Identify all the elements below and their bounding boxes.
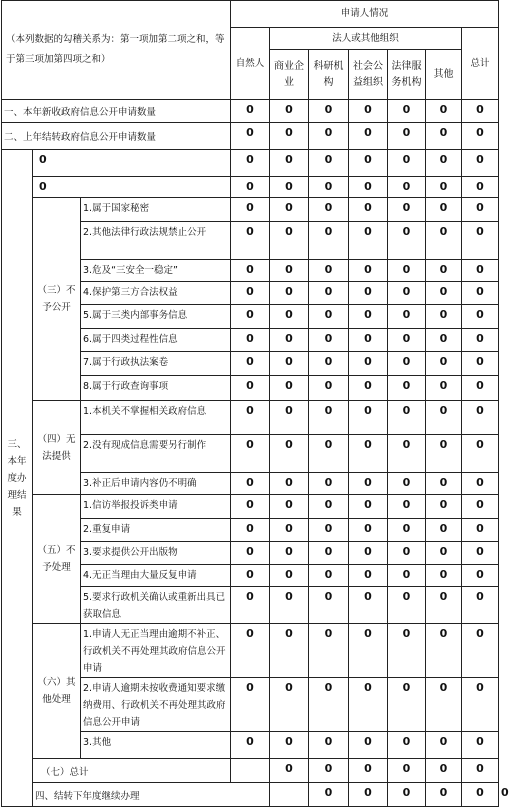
cell: 0 <box>462 542 499 565</box>
group5-label: （五）不予处理 <box>33 495 81 624</box>
cell: 0 <box>270 732 309 759</box>
cell: 0 <box>349 565 388 587</box>
cell: 0 <box>270 435 309 473</box>
cell: 0 <box>426 624 462 678</box>
row-label: 1.属于国家秘密 <box>81 198 231 222</box>
header-lawservice: 法律服务机构 <box>388 50 426 100</box>
cell: 0 <box>462 565 499 587</box>
row-label: 2.重复申请 <box>81 519 231 542</box>
row-label: 2.其他法律行政法规禁止公开 <box>81 222 231 260</box>
cell: 0 <box>309 783 349 807</box>
row-label: 1.申请人无正当理由逾期不补正、行政机关不再处理其政府信息公开申请 <box>81 624 231 678</box>
row-label: 3.要求提供公开出版物 <box>81 542 231 565</box>
cell: 0 <box>388 376 426 401</box>
cell: 0 <box>270 352 309 376</box>
cell: 0 <box>231 495 270 519</box>
cell: 0 <box>309 123 349 150</box>
cell: 0 <box>388 198 426 222</box>
cell: 0 <box>388 177 426 198</box>
row-label: 5.要求行政机关确认或重新出具已获取信息 <box>81 587 231 624</box>
cell: 0 <box>231 519 270 542</box>
cell: 0 <box>349 123 388 150</box>
cell: 0 <box>388 565 426 587</box>
table-row <box>2 123 499 150</box>
cell: 0 <box>349 587 388 624</box>
cell: 0 <box>462 678 499 732</box>
cell: 0 <box>231 352 270 376</box>
row-label: 7.属于行政执法案卷 <box>81 352 231 376</box>
cell: 0 <box>388 222 426 260</box>
cell: 0 <box>309 759 349 783</box>
row-label: 二、上年结转政府信息公开申请数量 <box>2 123 231 150</box>
cell: 0 <box>231 732 270 759</box>
row-label: 4.保护第三方合法权益 <box>81 282 231 305</box>
group3-label: （三）不予公开 <box>33 198 81 401</box>
cell: 0 <box>231 150 270 177</box>
cell: 0 <box>426 123 462 150</box>
cell: 0 <box>462 401 499 435</box>
cell: 0 <box>462 732 499 759</box>
cell: 0 <box>462 222 499 260</box>
cell: 0 <box>309 565 349 587</box>
cell: 0 <box>426 759 462 783</box>
cell: 0 <box>462 100 499 123</box>
cell: 0 <box>388 100 426 123</box>
cell: 0 <box>349 150 388 177</box>
cell: 0 <box>388 473 426 495</box>
cell: 0 <box>349 678 388 732</box>
cell: 0 <box>462 260 499 282</box>
cell: 0 <box>388 678 426 732</box>
cell: 0 <box>270 305 309 329</box>
cell: 0 <box>270 282 309 305</box>
cell: 0 <box>462 587 499 624</box>
cell: 0 <box>388 123 426 150</box>
cell: 0 <box>388 732 426 759</box>
row-label: 3.其他 <box>81 732 231 759</box>
section3-label: 三、本年度办理结果 <box>2 150 33 807</box>
cell: 0 <box>426 329 462 352</box>
cell: 0 <box>426 542 462 565</box>
cell: 0 <box>426 401 462 435</box>
cell: 0 <box>231 198 270 222</box>
cell: 0 <box>270 495 309 519</box>
cell: 0 <box>388 783 426 807</box>
cell: 0 <box>426 435 462 473</box>
cell: 0 <box>388 624 426 678</box>
cell: 0 <box>309 435 349 473</box>
header-legal-org: 法人或其他组织 <box>270 28 462 50</box>
cell: 0 <box>462 305 499 329</box>
cell <box>231 759 270 783</box>
cell: 0 <box>462 759 499 783</box>
cell: 0 <box>231 222 270 260</box>
header-note: （本列数据的勾稽关系为：第一项加第二项之和，等于第三项加第四项之和） <box>2 1 231 100</box>
cell: 0 <box>231 260 270 282</box>
cell: 0 <box>426 222 462 260</box>
cell <box>270 783 309 807</box>
cell: 0 <box>462 123 499 150</box>
row-label: （七）总计 <box>33 759 231 783</box>
cell: 0 <box>349 260 388 282</box>
row-label: 3.补正后申请内容仍不明确 <box>81 473 231 495</box>
cell: 0 <box>270 150 309 177</box>
cell: 0 <box>349 542 388 565</box>
cell: 0 <box>349 305 388 329</box>
cell: 0 <box>426 783 462 807</box>
cell: 0 <box>349 759 388 783</box>
cell: 0 <box>426 678 462 732</box>
cell: 0 <box>231 329 270 352</box>
cell: 0 <box>426 565 462 587</box>
cell: 0 <box>462 473 499 495</box>
cell: 0 <box>426 732 462 759</box>
cell: 0 <box>388 401 426 435</box>
cell: 0 <box>309 198 349 222</box>
cell: 0 <box>270 678 309 732</box>
cell: 0 <box>231 624 270 678</box>
cell: 0 <box>309 542 349 565</box>
cell: 0 <box>462 495 499 519</box>
cell: 0 <box>388 587 426 624</box>
cell: 0 <box>388 352 426 376</box>
cell: 0 <box>462 376 499 401</box>
cell: 0 <box>270 565 309 587</box>
group6-label: （六）其他处理 <box>33 624 81 759</box>
row-label: 2.申请人逾期未按收费通知要求缴纳费用、行政机关不再处理其政府信息公开申请 <box>81 678 231 732</box>
cell: 0 <box>309 624 349 678</box>
cell: 0 <box>462 329 499 352</box>
cell: 0 <box>426 150 462 177</box>
header-other: 其他 <box>426 50 462 100</box>
cell: 0 <box>462 435 499 473</box>
table-row <box>2 624 499 678</box>
cell: 0 <box>349 222 388 260</box>
cell: 0 <box>231 401 270 435</box>
table-row <box>2 177 499 198</box>
cell: 0 <box>231 100 270 123</box>
row-label: 4.无正当理由大量反复申请 <box>81 565 231 587</box>
cell: 0 <box>462 198 499 222</box>
cell: 0 <box>349 329 388 352</box>
cell: 0 <box>349 732 388 759</box>
cell: 0 <box>309 260 349 282</box>
cell: 0 <box>349 198 388 222</box>
cell: 0 <box>270 100 309 123</box>
row-label: 6.属于四类过程性信息 <box>81 329 231 352</box>
cell: 0 <box>309 222 349 260</box>
cell: 0 <box>462 624 499 678</box>
row-label: 1.信访举报投诉类申请 <box>81 495 231 519</box>
cell: 0 <box>426 305 462 329</box>
cell: 0 <box>309 678 349 732</box>
header-social: 社会公益组织 <box>349 50 388 100</box>
cell: 0 <box>388 759 426 783</box>
cell: 0 <box>349 624 388 678</box>
cell: 0 <box>388 495 426 519</box>
disclosure-statistics-table <box>1 0 509 807</box>
cell: 0 <box>349 783 388 807</box>
cell: 0 <box>309 177 349 198</box>
row-label: 一、本年新收政府信息公开申请数量 <box>2 100 231 123</box>
table-row <box>2 759 499 783</box>
group4-label: （四）无法提供 <box>33 401 81 495</box>
cell: 0 <box>270 222 309 260</box>
header-natural-person: 自然人 <box>231 28 270 100</box>
cell: 0 <box>426 376 462 401</box>
cell: 0 <box>309 519 349 542</box>
cell: 0 <box>426 519 462 542</box>
cell: 0 <box>349 473 388 495</box>
cell: 0 <box>309 587 349 624</box>
cell: 0 <box>270 198 309 222</box>
cell: 0 <box>270 759 309 783</box>
cell: 0 <box>349 519 388 542</box>
cell: 0 <box>309 329 349 352</box>
cell: 0 <box>309 282 349 305</box>
row-label: 0 <box>33 177 231 198</box>
table-row <box>2 150 499 177</box>
cell: 0 <box>270 587 309 624</box>
cell: 0 <box>270 329 309 352</box>
cell: 0 <box>462 150 499 177</box>
cell: 0 <box>462 282 499 305</box>
cell: 0 <box>270 123 309 150</box>
cell: 0 <box>349 352 388 376</box>
cell: 0 <box>270 624 309 678</box>
table-row <box>2 401 499 435</box>
cell: 0 <box>462 783 499 807</box>
cell: 0 <box>309 352 349 376</box>
cell: 0 <box>231 678 270 732</box>
cell: 0 <box>270 401 309 435</box>
cell: 0 <box>231 542 270 565</box>
cell: 0 <box>426 198 462 222</box>
cell: 0 <box>309 473 349 495</box>
header-total: 总计 <box>462 28 499 100</box>
cell: 0 <box>309 150 349 177</box>
cell: 0 <box>388 150 426 177</box>
cell: 0 <box>231 435 270 473</box>
header-research: 科研机构 <box>309 50 349 100</box>
header-applicant: 申请人情况 <box>231 1 499 28</box>
cell: 0 <box>309 732 349 759</box>
cell: 0 <box>426 260 462 282</box>
cell: 0 <box>462 352 499 376</box>
row-label: 1.本机关不掌握相关政府信息 <box>81 401 231 435</box>
cell: 0 <box>349 495 388 519</box>
cell: 0 <box>231 305 270 329</box>
cell: 0 <box>309 376 349 401</box>
cell: 0 <box>426 587 462 624</box>
cell: 0 <box>349 435 388 473</box>
row-label: 8.属于行政查询事项 <box>81 376 231 401</box>
cell: 0 <box>270 473 309 495</box>
cell: 0 <box>462 519 499 542</box>
cell: 0 <box>309 100 349 123</box>
cell: 0 <box>349 401 388 435</box>
cell: 0 <box>388 329 426 352</box>
row-label: 四、结转下年度继续办理 <box>33 783 270 807</box>
row-label: 3.危及“三安全一稳定” <box>81 260 231 282</box>
cell: 0 <box>388 282 426 305</box>
cell: 0 <box>349 282 388 305</box>
cell: 0 <box>231 282 270 305</box>
cell: 0 <box>309 495 349 519</box>
cell: 0 <box>270 519 309 542</box>
table-row <box>2 495 499 519</box>
cell: 0 <box>388 260 426 282</box>
cell: 0 <box>270 376 309 401</box>
cell: 0 <box>388 305 426 329</box>
cell: 0 <box>388 542 426 565</box>
cell: 0 <box>231 587 270 624</box>
cell: 0 <box>349 100 388 123</box>
cell: 0 <box>231 376 270 401</box>
cell: 0 <box>270 260 309 282</box>
row-label: 0 <box>33 150 231 177</box>
row-label: 5.属于三类内部事务信息 <box>81 305 231 329</box>
cell: 0 <box>270 177 309 198</box>
cell: 0 <box>462 177 499 198</box>
cell: 0 <box>426 282 462 305</box>
cell: 0 <box>426 352 462 376</box>
cell: 0 <box>231 177 270 198</box>
cell: 0 <box>349 177 388 198</box>
table-row: 四、结转下年度继续办理 0 0 0 0 0 0 <box>2 783 499 807</box>
row-label: 2.没有现成信息需要另行制作 <box>81 435 231 473</box>
cell: 0 <box>426 177 462 198</box>
cell: 0 <box>349 376 388 401</box>
cell: 0 <box>426 495 462 519</box>
cell: 0 <box>231 565 270 587</box>
cell: 0 <box>309 305 349 329</box>
cell: 0 <box>388 519 426 542</box>
cell: 0 <box>426 100 462 123</box>
cell: 0 <box>309 401 349 435</box>
cell: 0 <box>231 123 270 150</box>
cell: 0 <box>426 473 462 495</box>
header-business: 商业企业 <box>270 50 309 100</box>
table-row <box>2 100 499 123</box>
cell: 0 <box>388 435 426 473</box>
cell: 0 <box>231 473 270 495</box>
table-row <box>2 198 499 222</box>
cell: 0 <box>270 542 309 565</box>
